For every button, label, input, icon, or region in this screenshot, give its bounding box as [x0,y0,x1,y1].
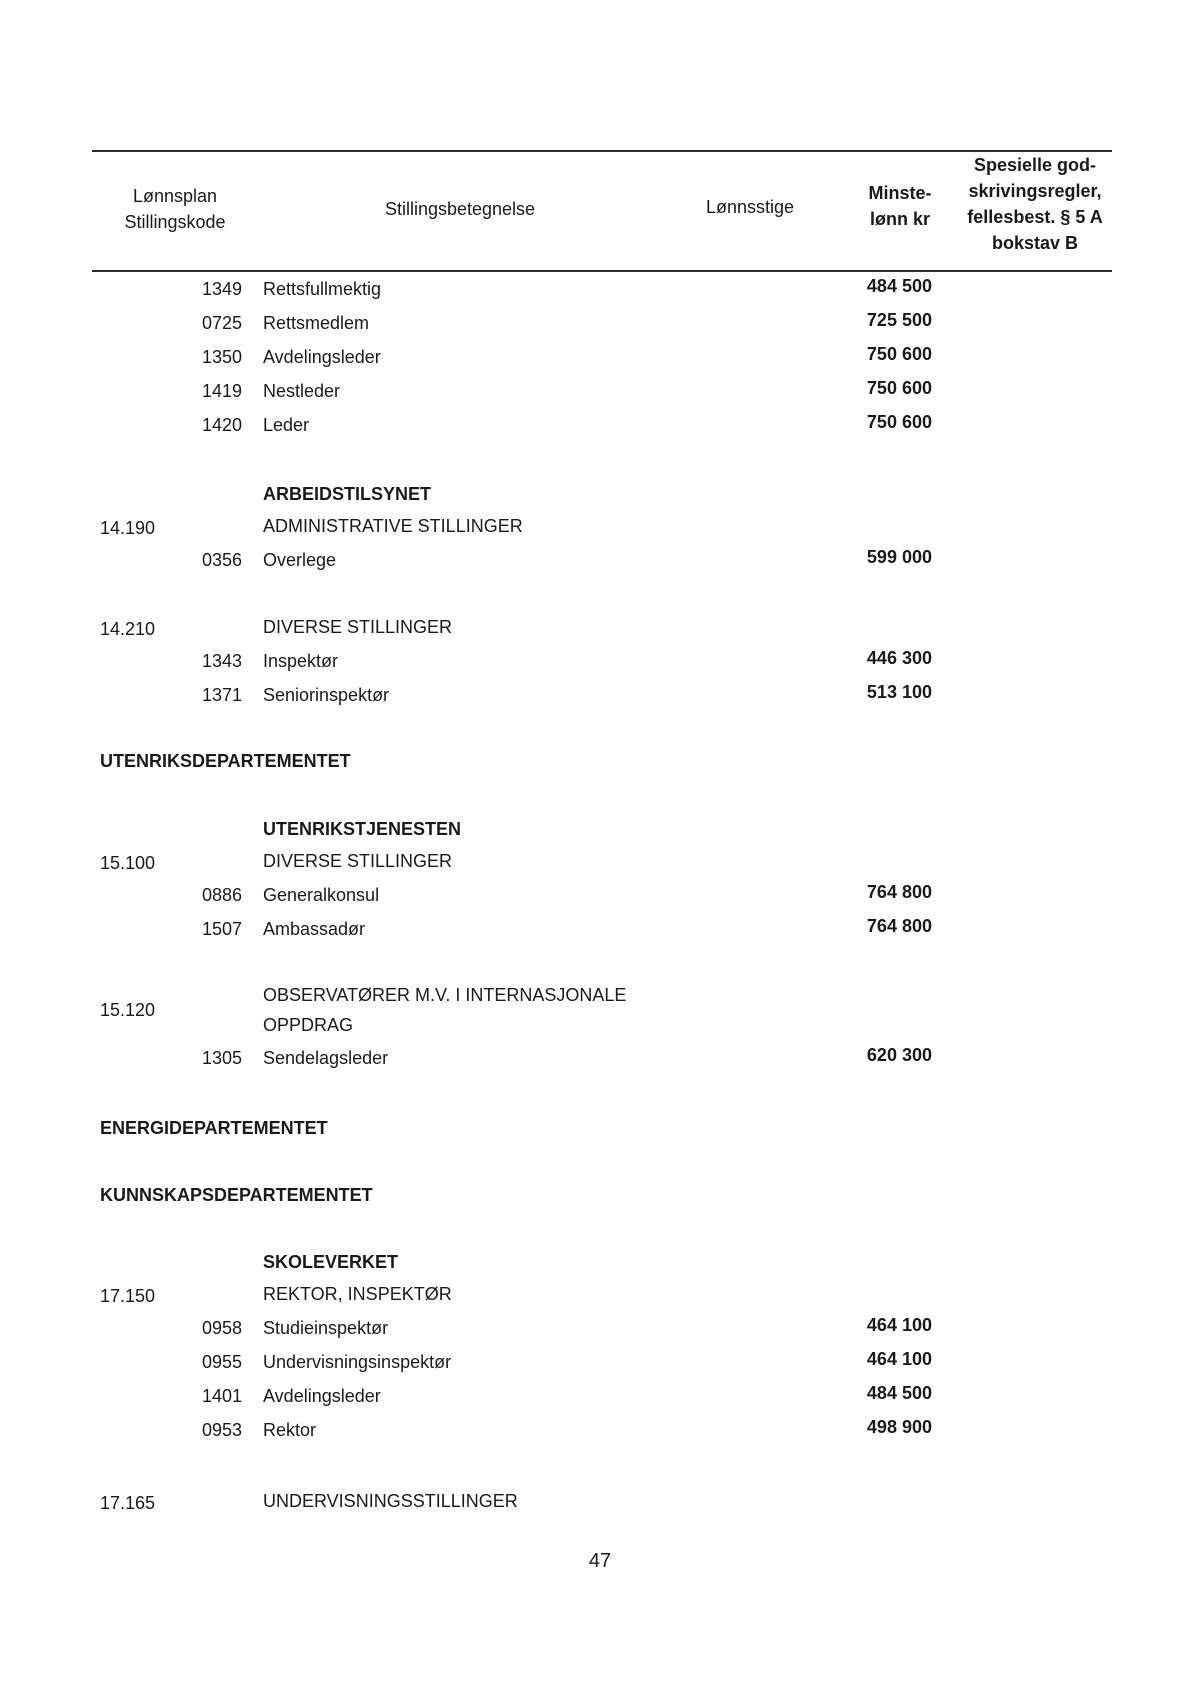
row-code: 0356 [201,550,242,570]
row-amount: 750 600 [866,378,932,398]
row-amount: 750 600 [866,344,932,364]
header-lonnsplan-line2: Stillingskode [124,212,226,232]
row-code: 1349 [201,279,242,299]
row-code: 0886 [201,885,242,905]
row-title: Avdelingsleder [263,1386,381,1406]
row-code: 1305 [201,1048,242,1068]
section-heading: UTENRIKSTJENESTEN [263,819,462,839]
group-label: ADMINISTRATIVE STILLINGER [263,516,523,536]
section-heading: SKOLEVERKET [263,1252,399,1272]
row-code: 0958 [201,1318,242,1338]
header-godskriving-line1: Spesielle god- [973,155,1097,175]
row-title: Ambassadør [263,919,366,939]
group-label: REKTOR, INSPEKTØR [263,1284,452,1304]
group-plan: 15.100 [100,853,156,873]
department-heading: ENERGIDEPARTEMENTET [100,1118,328,1138]
row-amount: 620 300 [866,1045,932,1065]
row-amount: 725 500 [866,310,932,330]
header-godskriving-line4: bokstav B [991,233,1079,253]
header-godskriving-line2: skrivingsregler, [968,181,1102,201]
row-code: 1420 [201,415,242,435]
row-title: Avdelingsleder [263,347,381,367]
row-code: 0725 [201,313,242,333]
department-heading: UTENRIKSDEPARTEMENTET [100,751,351,771]
section-heading: ARBEIDSTILSYNET [263,484,432,504]
row-amount: 484 500 [866,276,932,296]
header-godskrivingsregler [950,152,1120,256]
row-amount: 599 000 [866,547,932,567]
header-stillingsbetegnelse: Stillingsbetegnelse [384,199,536,219]
group-label: UNDERVISNINGSSTILLINGER [263,1491,518,1511]
row-amount: 464 100 [866,1315,932,1335]
row-title: Seniorinspektør [263,685,390,705]
row-amount: 498 900 [866,1417,932,1437]
row-code: 1343 [201,651,242,671]
row-title: Overlege [263,550,337,570]
row-amount: 513 100 [866,682,932,702]
row-amount: 446 300 [866,648,932,668]
row-amount: 484 500 [866,1383,932,1403]
group-label-line2: OPPDRAG [263,1015,354,1035]
header-minstelonn-line2: lønn kr [869,209,930,229]
group-plan: 17.150 [100,1286,156,1306]
row-title: Leder [263,415,310,435]
row-code: 1419 [201,381,242,401]
header-lonnsplan [100,183,250,235]
row-amount: 750 600 [866,412,932,432]
header-lonnsplan-line1: Lønnsplan [132,186,218,206]
row-code: 1401 [201,1386,242,1406]
page-number: 47 [588,1550,612,1572]
header-lonnsstige: Lønnsstige [705,197,795,217]
row-title: Nestleder [263,381,341,401]
row-title: Inspektør [263,651,339,671]
group-plan: 17.165 [100,1493,156,1513]
row-title: Rettsmedlem [263,313,370,333]
department-heading: KUNNSKAPSDEPARTEMENTET [100,1185,373,1205]
group-label: DIVERSE STILLINGER [263,851,453,871]
header-bottom-rule [92,270,1112,272]
group-plan: 14.190 [100,518,156,538]
row-code: 1350 [201,347,242,367]
row-code: 0955 [201,1352,242,1372]
row-amount: 464 100 [866,1349,932,1369]
header-minstelonn-line1: Minste- [868,183,932,203]
row-code: 1371 [201,685,242,705]
group-plan: 15.120 [100,1000,156,1020]
header-minstelonn [840,180,960,232]
row-amount: 764 800 [866,882,932,902]
row-title: Rektor [263,1420,317,1440]
header-godskriving-line3: fellesbest. § 5 A [967,207,1103,227]
group-label: DIVERSE STILLINGER [263,617,453,637]
row-amount: 764 800 [866,916,932,936]
group-label-line1: OBSERVATØRER M.V. I INTERNASJONALE [263,985,627,1005]
row-title: Undervisningsinspektør [263,1352,452,1372]
row-code: 0953 [201,1420,242,1440]
group-plan: 14.210 [100,619,156,639]
row-title: Studieinspektør [263,1318,389,1338]
row-code: 1507 [201,919,242,939]
row-title: Rettsfullmektig [263,279,382,299]
row-title: Sendelagsleder [263,1048,389,1068]
row-title: Generalkonsul [263,885,380,905]
